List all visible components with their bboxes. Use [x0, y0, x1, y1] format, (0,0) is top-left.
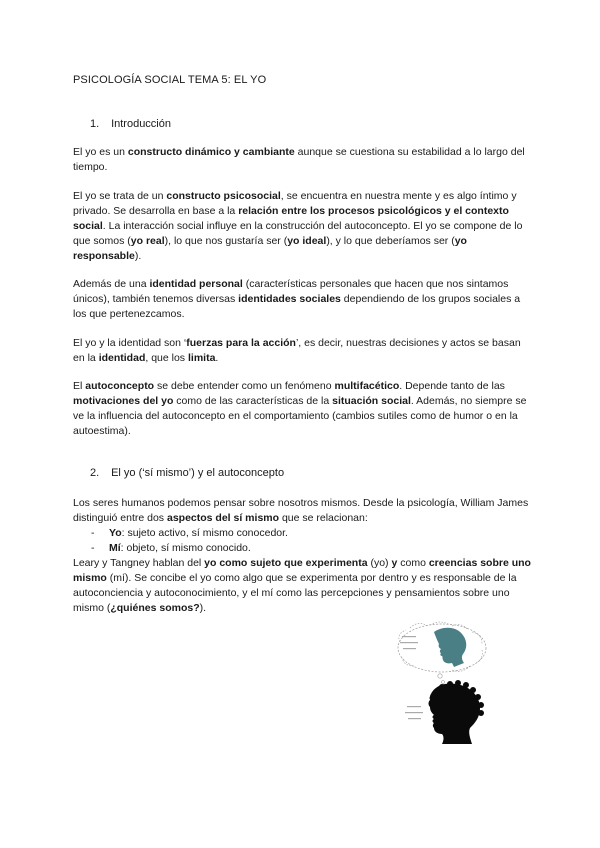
aspects-list: [73, 526, 531, 556]
section-title: El yo (‘sí mismo’) y el autoconcepto: [111, 467, 285, 479]
paragraph-leary-tangney: Leary y Tangney hablan del yo como sujeto que experimenta (yo) y como creencias sobre uno mismo (mí). Se concibe el yo como algo que se experimenta por dentro y es responsable de la autoconciencia y autoconocimiento, y el mí como las percepciones y pensamientos sobre uno mismo (¿quiénes somos?).: [73, 557, 531, 614]
paragraph-william-james: Los seres humanos podemos pensar sobre nosotros mismos. Desde la psicología, William James distinguió entre dos aspectos del sí mismo que se relacionan:: [73, 497, 529, 524]
thinking-head-illustration-icon: [390, 620, 505, 745]
list-item: - Mí: objeto, sí mismo conocido.: [91, 542, 251, 554]
paragraph-constructo-psicosocial: El yo se trata de un constructo psicosocial, se encuentra en nuestra mente y es algo íntimo y privado. Se desarrolla en base a la relación entre los procesos psicológicos y el contexto social. La interacción social influye en la construcción del autoconcepto. El yo se compone de lo que somos (yo real), lo que nos gustaría ser (yo ideal), y lo que deberíamos ser (yo responsable).: [73, 190, 523, 262]
section-heading-yo-autoconcepto: [90, 467, 284, 479]
section-title: Introducción: [111, 118, 171, 130]
document-title: PSICOLOGÍA SOCIAL TEMA 5: EL YO: [73, 74, 267, 86]
paragraph-intro: El yo es un constructo dinámico y cambiante aunque se cuestiona su estabilidad a lo largo del tiempo.: [73, 146, 525, 173]
section-number: 1.: [90, 118, 100, 130]
section-number: 2.: [90, 467, 100, 479]
paragraph-fuerzas-accion: El yo y la identidad son ‘fuerzas para la acción’, es decir, nuestras decisiones y actos se basan en la identidad, que los limita.: [73, 337, 521, 364]
paragraph-autoconcepto: El autoconcepto se debe entender como un fenómeno multifacético. Depende tanto de las motivaciones del yo como de las características de la situación social. Además, no siempre se ve la influencia del autoconcepto en el comportamiento (cambios sutiles como de humor o en la autoestima).: [73, 380, 527, 437]
list-item: - Yo: sujeto activo, sí mismo conocedor.: [91, 527, 288, 539]
paragraph-identidad: Además de una identidad personal (características personales que hacen que nos sintamos únicos), también tenemos diversas identidades sociales dependiendo de los grupos sociales a los que pertenezcamos.: [73, 278, 521, 320]
section-heading-introduccion: [90, 118, 171, 130]
